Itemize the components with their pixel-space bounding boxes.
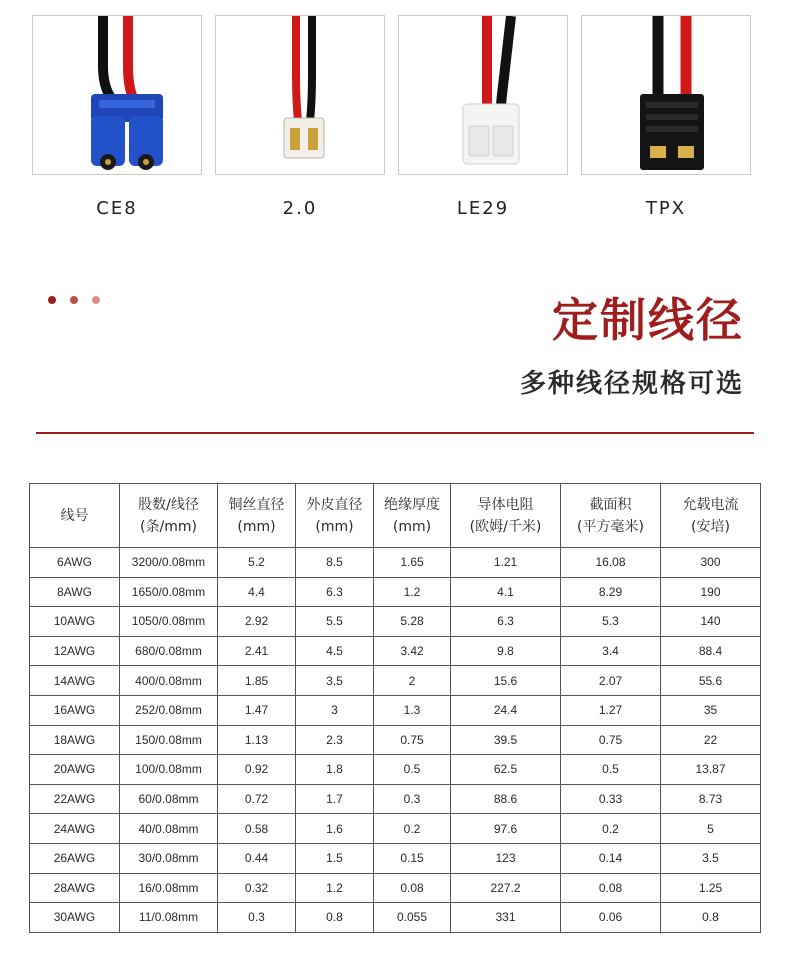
traxxas-black-connector-icon (582, 16, 751, 175)
connector-card-ce8 (32, 15, 202, 175)
table-cell: 8.73 (661, 784, 761, 814)
table-cell: 1.5 (296, 843, 374, 873)
table-cell: 2 (374, 666, 451, 696)
connector-label-tpx: TPX (645, 198, 687, 219)
table-cell: 680/0.08mm (120, 636, 218, 666)
table-cell: 9.8 (451, 636, 561, 666)
column-header (661, 484, 761, 548)
table-cell: 5.3 (561, 607, 661, 637)
column-header-unit: (安培) (691, 518, 730, 535)
table-cell: 3200/0.08mm (120, 548, 218, 578)
column-header (374, 484, 451, 548)
table-cell: 18AWG (30, 725, 120, 755)
table-cell: 123 (451, 843, 561, 873)
table-cell: 1.27 (561, 695, 661, 725)
table-cell: 0.5 (561, 755, 661, 785)
table-cell: 6.3 (296, 577, 374, 607)
table-cell: 0.5 (374, 755, 451, 785)
table-cell: 0.72 (218, 784, 296, 814)
table-cell: 252/0.08mm (120, 695, 218, 725)
connector-gallery (32, 15, 752, 219)
table-cell: 2.92 (218, 607, 296, 637)
table-cell: 3.42 (374, 636, 451, 666)
column-header-unit: (条/mm) (140, 518, 197, 535)
table-cell: 35 (661, 695, 761, 725)
table-row (30, 784, 761, 814)
jst-2pin-white-connector-icon (216, 16, 385, 175)
connector-label-ce8: CE8 (96, 198, 138, 219)
table-row (30, 873, 761, 903)
column-header-label: 绝缘厚度 (384, 496, 440, 513)
column-header-unit: (平方毫米) (577, 518, 644, 535)
table-cell: 39.5 (451, 725, 561, 755)
table-cell: 8.5 (296, 548, 374, 578)
connector-card-le29 (398, 15, 568, 175)
column-header (218, 484, 296, 548)
table-cell: 4.1 (451, 577, 561, 607)
table-cell: 3.5 (296, 666, 374, 696)
table-cell: 20AWG (30, 755, 120, 785)
divider (36, 432, 754, 434)
table-cell: 8AWG (30, 577, 120, 607)
table-cell: 0.06 (561, 903, 661, 933)
table-cell: 6AWG (30, 548, 120, 578)
table-cell: 2.07 (561, 666, 661, 696)
table-row (30, 755, 761, 785)
table-cell: 22AWG (30, 784, 120, 814)
connector-card-2-0 (215, 15, 385, 175)
column-header-unit: (欧姆/千米) (469, 518, 542, 535)
dot-icon (92, 296, 100, 304)
table-cell: 1.3 (374, 695, 451, 725)
table-row (30, 725, 761, 755)
column-header-label: 外皮直径 (306, 496, 363, 513)
connector-label-2-0: 2.0 (282, 198, 318, 219)
table-cell: 0.08 (561, 873, 661, 903)
table-cell: 0.75 (374, 725, 451, 755)
table-cell: 0.44 (218, 843, 296, 873)
table-cell: 6.3 (451, 607, 561, 637)
table-cell: 0.14 (561, 843, 661, 873)
white-2pin-housing-connector-icon (399, 16, 568, 175)
table-cell: 10AWG (30, 607, 120, 637)
table-cell: 11/0.08mm (120, 903, 218, 933)
column-header-unit: (mm) (392, 518, 432, 535)
table-cell: 1.47 (218, 695, 296, 725)
table-cell: 227.2 (451, 873, 561, 903)
table-cell: 150/0.08mm (120, 725, 218, 755)
table-header-row (30, 484, 761, 548)
table-cell: 30AWG (30, 903, 120, 933)
table-cell: 1050/0.08mm (120, 607, 218, 637)
table-cell: 8.29 (561, 577, 661, 607)
table-cell: 0.58 (218, 814, 296, 844)
decorative-dots (48, 296, 108, 306)
table-cell: 140 (661, 607, 761, 637)
column-header-label: 线号 (60, 507, 89, 524)
dot-icon (48, 296, 56, 304)
table-cell: 0.08 (374, 873, 451, 903)
table-cell: 5.2 (218, 548, 296, 578)
table-cell: 24AWG (30, 814, 120, 844)
table-cell: 13.87 (661, 755, 761, 785)
dot-icon (70, 296, 78, 304)
table-cell: 24.4 (451, 695, 561, 725)
table-cell: 16AWG (30, 695, 120, 725)
table-row (30, 903, 761, 933)
table-cell: 0.3 (374, 784, 451, 814)
table-cell: 62.5 (451, 755, 561, 785)
section-title: 定制线径 (552, 293, 744, 347)
column-header (451, 484, 561, 548)
column-header (296, 484, 374, 548)
table-row (30, 548, 761, 578)
column-header-label: 铜丝直径 (228, 496, 285, 513)
table-cell: 16/0.08mm (120, 873, 218, 903)
table-cell: 88.6 (451, 784, 561, 814)
table-cell: 4.4 (218, 577, 296, 607)
column-header-label: 截面积 (589, 496, 632, 513)
table-cell: 0.32 (218, 873, 296, 903)
table-cell: 3.4 (561, 636, 661, 666)
table-cell: 1650/0.08mm (120, 577, 218, 607)
table-cell: 0.3 (218, 903, 296, 933)
table-cell: 4.5 (296, 636, 374, 666)
table-cell: 3 (296, 695, 374, 725)
table-cell: 26AWG (30, 843, 120, 873)
table-cell: 5.28 (374, 607, 451, 637)
table-cell: 0.33 (561, 784, 661, 814)
connector-label-le29: LE29 (456, 198, 510, 219)
table-row (30, 843, 761, 873)
table-cell: 1.25 (661, 873, 761, 903)
table-cell: 1.65 (374, 548, 451, 578)
table-body (30, 548, 761, 933)
table-row (30, 814, 761, 844)
table-row (30, 695, 761, 725)
table-row (30, 636, 761, 666)
wire-spec-table (29, 483, 761, 933)
table-cell: 14AWG (30, 666, 120, 696)
table-cell: 331 (451, 903, 561, 933)
section-subtitle: 多种线径规格可选 (519, 369, 744, 399)
table-cell: 88.4 (661, 636, 761, 666)
table-cell: 60/0.08mm (120, 784, 218, 814)
column-header-label: 导体电阻 (477, 496, 534, 513)
table-row (30, 666, 761, 696)
connector-card-tpx (581, 15, 751, 175)
column-header (561, 484, 661, 548)
ec5-blue-connector-icon (33, 16, 202, 175)
table-cell: 0.8 (296, 903, 374, 933)
table-cell: 16.08 (561, 548, 661, 578)
table-cell: 1.7 (296, 784, 374, 814)
column-header-label: 允载电流 (682, 496, 739, 513)
table-cell: 2.41 (218, 636, 296, 666)
column-header-unit: (mm) (315, 518, 354, 535)
table-cell: 0.2 (374, 814, 451, 844)
table-cell: 190 (661, 577, 761, 607)
table-cell: 1.21 (451, 548, 561, 578)
table-cell: 0.15 (374, 843, 451, 873)
column-header-unit: (mm) (237, 518, 276, 535)
column-header (30, 484, 120, 548)
table-cell: 1.2 (296, 873, 374, 903)
table-cell: 28AWG (30, 873, 120, 903)
table-cell: 400/0.08mm (120, 666, 218, 696)
table-cell: 12AWG (30, 636, 120, 666)
table-cell: 1.13 (218, 725, 296, 755)
table-cell: 300 (661, 548, 761, 578)
table-cell: 55.6 (661, 666, 761, 696)
table-cell: 0.75 (561, 725, 661, 755)
table-cell: 97.6 (451, 814, 561, 844)
table-cell: 40/0.08mm (120, 814, 218, 844)
table-cell: 3.5 (661, 843, 761, 873)
table-cell: 0.92 (218, 755, 296, 785)
table-row (30, 607, 761, 637)
table-row (30, 577, 761, 607)
table-cell: 1.2 (374, 577, 451, 607)
table-cell: 5 (661, 814, 761, 844)
table-cell: 1.85 (218, 666, 296, 696)
table-cell: 22 (661, 725, 761, 755)
table-cell: 0.2 (561, 814, 661, 844)
table-cell: 30/0.08mm (120, 843, 218, 873)
table-cell: 15.6 (451, 666, 561, 696)
table-cell: 1.8 (296, 755, 374, 785)
table-cell: 0.8 (661, 903, 761, 933)
column-header (120, 484, 218, 548)
table-cell: 100/0.08mm (120, 755, 218, 785)
table-cell: 2.3 (296, 725, 374, 755)
table-cell: 1.6 (296, 814, 374, 844)
column-header-label: 股数/线径 (138, 496, 199, 513)
table-cell: 5.5 (296, 607, 374, 637)
table-cell: 0.055 (374, 903, 451, 933)
